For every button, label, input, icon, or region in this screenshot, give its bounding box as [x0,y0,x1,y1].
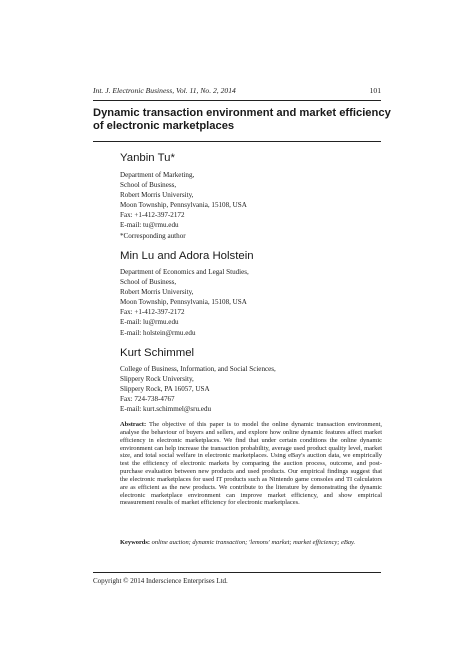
affiliation-line: Department of Marketing, [120,171,195,179]
affiliation-line: Robert Morris University, [120,288,194,297]
affiliation-line: Department of Economics and Legal Studies, [120,268,249,276]
affiliation-line: Slippery Rock University, [120,375,194,384]
author-affiliation [120,364,390,414]
paper-title: Dynamic transaction environment and market efficiency of electronic marketplaces [93,107,391,132]
affiliation-line: E-mail: holstein@rmu.edu [120,328,196,337]
affiliation-line: Fax: 724-738-4767 [120,395,175,404]
affiliation-line: E-mail: tu@rmu.edu [120,221,179,230]
copyright-notice: Copyright © 2014 Inderscience Enterprises Ltd. [93,577,228,585]
author-affiliation [120,170,390,241]
title-rule [93,141,381,142]
abstract-label: Abstract: [120,421,147,428]
author-name: Min Lu and Adora Holstein [120,250,254,262]
author-affiliation [120,267,390,338]
keywords-text: online auction; dynamic transaction; 'lemons' market; market efficiency; eBay. [151,539,356,546]
affiliation-line: Fax: +1-412-397-2172 [120,211,185,220]
author-name: Kurt Schimmel [120,347,195,359]
affiliation-line: School of Business, [120,181,177,190]
page-number: 101 [369,86,381,95]
affiliation-line: Fax: +1-412-397-2172 [120,308,185,317]
affiliation-line: Moon Township, Pennsylvania, 15108, USA [120,201,247,210]
author-name: Yanbin Tu* [120,152,175,164]
keywords-label: Keywords: [120,539,151,546]
affiliation-line: E-mail: lu@rmu.edu [120,318,179,327]
header-rule [93,100,381,101]
footer-rule [93,572,381,573]
abstract-text: The objective of this paper is to model the online dynamic transaction environment, analyse the behaviour of buyers and sellers, and explore how online dynamic features affect market efficiency in electronic marketplaces. We find that under certain conditions the online dynamic environment can help increase the transaction probability, average used product quality level, market size, and total social welfare in electronic marketplaces. Using eBay's auction data, we empirically test the efficiency of electronic markets by comparing the auction process, outcome, and post-purchase evaluation between new products and used products. Our empirical findings suggest that the electronic marketplaces for used IT products such as Nintendo game consoles and TI calculators are as efficient as the new products. We contribute to the literature by demonstrating the dynamic electronic marketplace environment can improve market efficiency, and show empirical measurement results of market efficiency for electronic marketplaces. [120,421,383,507]
affiliation-line: Slippery Rock, PA 16057, USA [120,385,210,394]
affiliation-line: Robert Morris University, [120,191,194,200]
affiliation-line: E-mail: kurt.schimmel@sru.edu [120,405,212,414]
affiliation-line: Moon Township, Pennsylvania, 15108, USA [120,298,247,307]
abstract [120,421,382,507]
affiliation-line: School of Business, [120,278,177,287]
affiliation-line: College of Business, Information, and Social Sciences, [120,365,276,373]
keywords [120,539,382,547]
affiliation-line: *Corresponding author [120,231,186,240]
journal-citation: Int. J. Electronic Business, Vol. 11, No. 2, 2014 [93,86,236,95]
